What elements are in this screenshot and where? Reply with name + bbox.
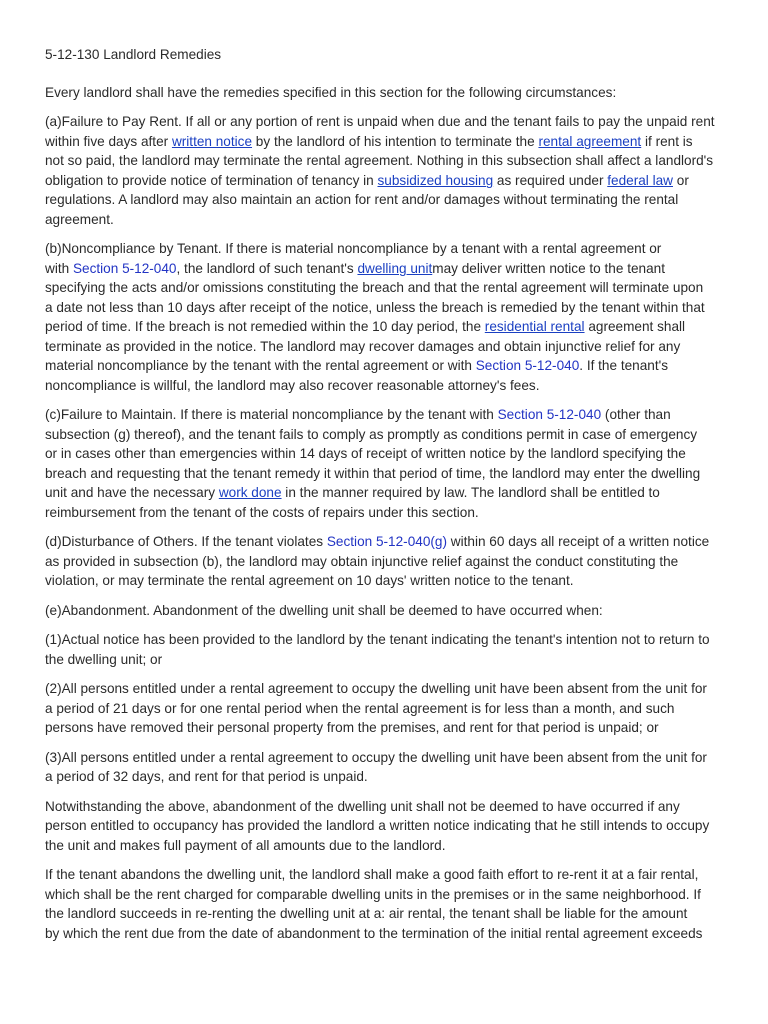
document-body [45,45,735,987]
paragraph-d: (d)Disturbance of Others. If the tenant violates Section 5-12-040(g) within 60 days all receipt of a written notice as provided in subsection (b), the landlord may obtain injunctive relief against the conduct constituting the violation, or may terminate the rental agreement on 10 days' written notice to the tenant. [45,534,710,588]
link-dwelling-unit[interactable]: dwelling unit [357,260,433,276]
paragraph-c: (c)Failure to Maintain. If there is material noncompliance by the tenant with Section 5-12-040 (other than subsection (g) thereof), and the tenant fails to comply as promptly as conditions permit in case of emergency or in cases other than emergencies within 14 days of receipt of written notice by the landlord specifying the breach and requesting that the tenant remedy it within that period of time, the landlord may enter the dwelling unit and have the necessary work done in the manner required by law. The landlord shall be entitled to reimbursement from the tenant of the costs of repairs under this section. [45,407,701,520]
paragraph-e: (e)Abandonment. Abandonment of the dwelling unit shall be deemed to have occurred when: [45,602,603,618]
link-section-5-12-040[interactable]: Section 5-12-040 [475,358,580,373]
paragraph-notwithstanding: Notwithstanding the above, abandonment of the dwelling unit shall not be deemed to have occurred if any person entitled to occupancy has provided the landlord a written notice indicating that he still intends to occupy the unit and makes full payment of all amounts due to the landlord. [45,798,710,853]
paragraph-a: (a)Failure to Pay Rent. If all or any portion of rent is unpaid when due and the tenant fails to pay the unpaid rent within five days after written notice by the landlord of his intention to terminate the rental agreement if rent is not so paid, the landlord may terminate the rental agreement. Nothing in this subsection shall affect a landlord's obligation to provide notice of termination of tenancy in subsidized housing as required under federal law or regulations. A landlord may also maintain an action for rent and/or damages without terminating the rental agreement. [45,114,715,227]
link-section-5-12-040[interactable]: Section 5-12-040 [497,407,602,422]
paragraph-e-2: (2)All persons entitled under a rental agreement to occupy the dwelling unit have been absent from the unit for a period of 21 days or for one rental period when the rental agreement is for less than a month, and such persons have removed their personal property from the premises, and rent for that period is unpaid; or [45,681,707,735]
link-section-5-12-040-g[interactable]: Section 5-12-040(g) [326,534,447,549]
page-title: 5-12-130 Landlord Remedies [45,47,222,62]
link-written-notice[interactable]: written notice [171,133,253,149]
intro-paragraph: Every landlord shall have the remedies specified in this section for the following circumstances: [45,84,617,100]
paragraph-re-rent: If the tenant abandons the dwelling unit, the landlord shall make a good faith effort to re-rent it at a fair rental, which shall be the rent charged for comparable dwelling units in the premises or in the same neighborhood. If the landlord succeeds in re-renting the dwelling unit at a: air rental, the tenant shall be liable for the amount by which the rent due from the date of abandonment to the termination of the initial rental agreement exceeds [45,867,703,941]
link-section-5-12-040[interactable]: Section 5-12-040 [72,260,177,276]
link-rental-agreement[interactable]: rental agreement [538,133,642,149]
link-subsidized-housing[interactable]: subsidized housing [377,172,494,188]
link-federal-law[interactable]: federal law [607,172,673,188]
paragraph-e-3: (3)All persons entitled under a rental agreement to occupy the dwelling unit have been absent from the unit for a period of 32 days, and rent for that period is unpaid. [45,749,707,784]
link-residential-rental[interactable]: residential rental [484,319,585,334]
paragraph-b: (b)Noncompliance by Tenant. If there is material noncompliance by a tenant with a rental agreement or with Section 5-12-040, the landlord of such tenant's dwelling unitmay deliver written notice to the tenant specifying the acts and/or omissions constituting the breach and that the rental agreement will terminate upon a date not less than 10 days after receipt of the notice, unless the breach is remedied by the tenant within that period of time. If the breach is not remedied within the 10 day period, the residential rental agreement shall terminate as provided in the notice. The landlord may recover damages and obtain injunctive relief for any material noncompliance by the tenant with the rental agreement or with Section 5-12-040. If the tenant's noncompliance is willful, the landlord may also recover reasonable attorney's fees. [45,241,705,393]
link-work-done[interactable]: work done [218,485,282,500]
paragraph-e-1: (1)Actual notice has been provided to the landlord by the tenant indicating the tenant's intention not to return to the dwelling unit; or [45,632,710,667]
